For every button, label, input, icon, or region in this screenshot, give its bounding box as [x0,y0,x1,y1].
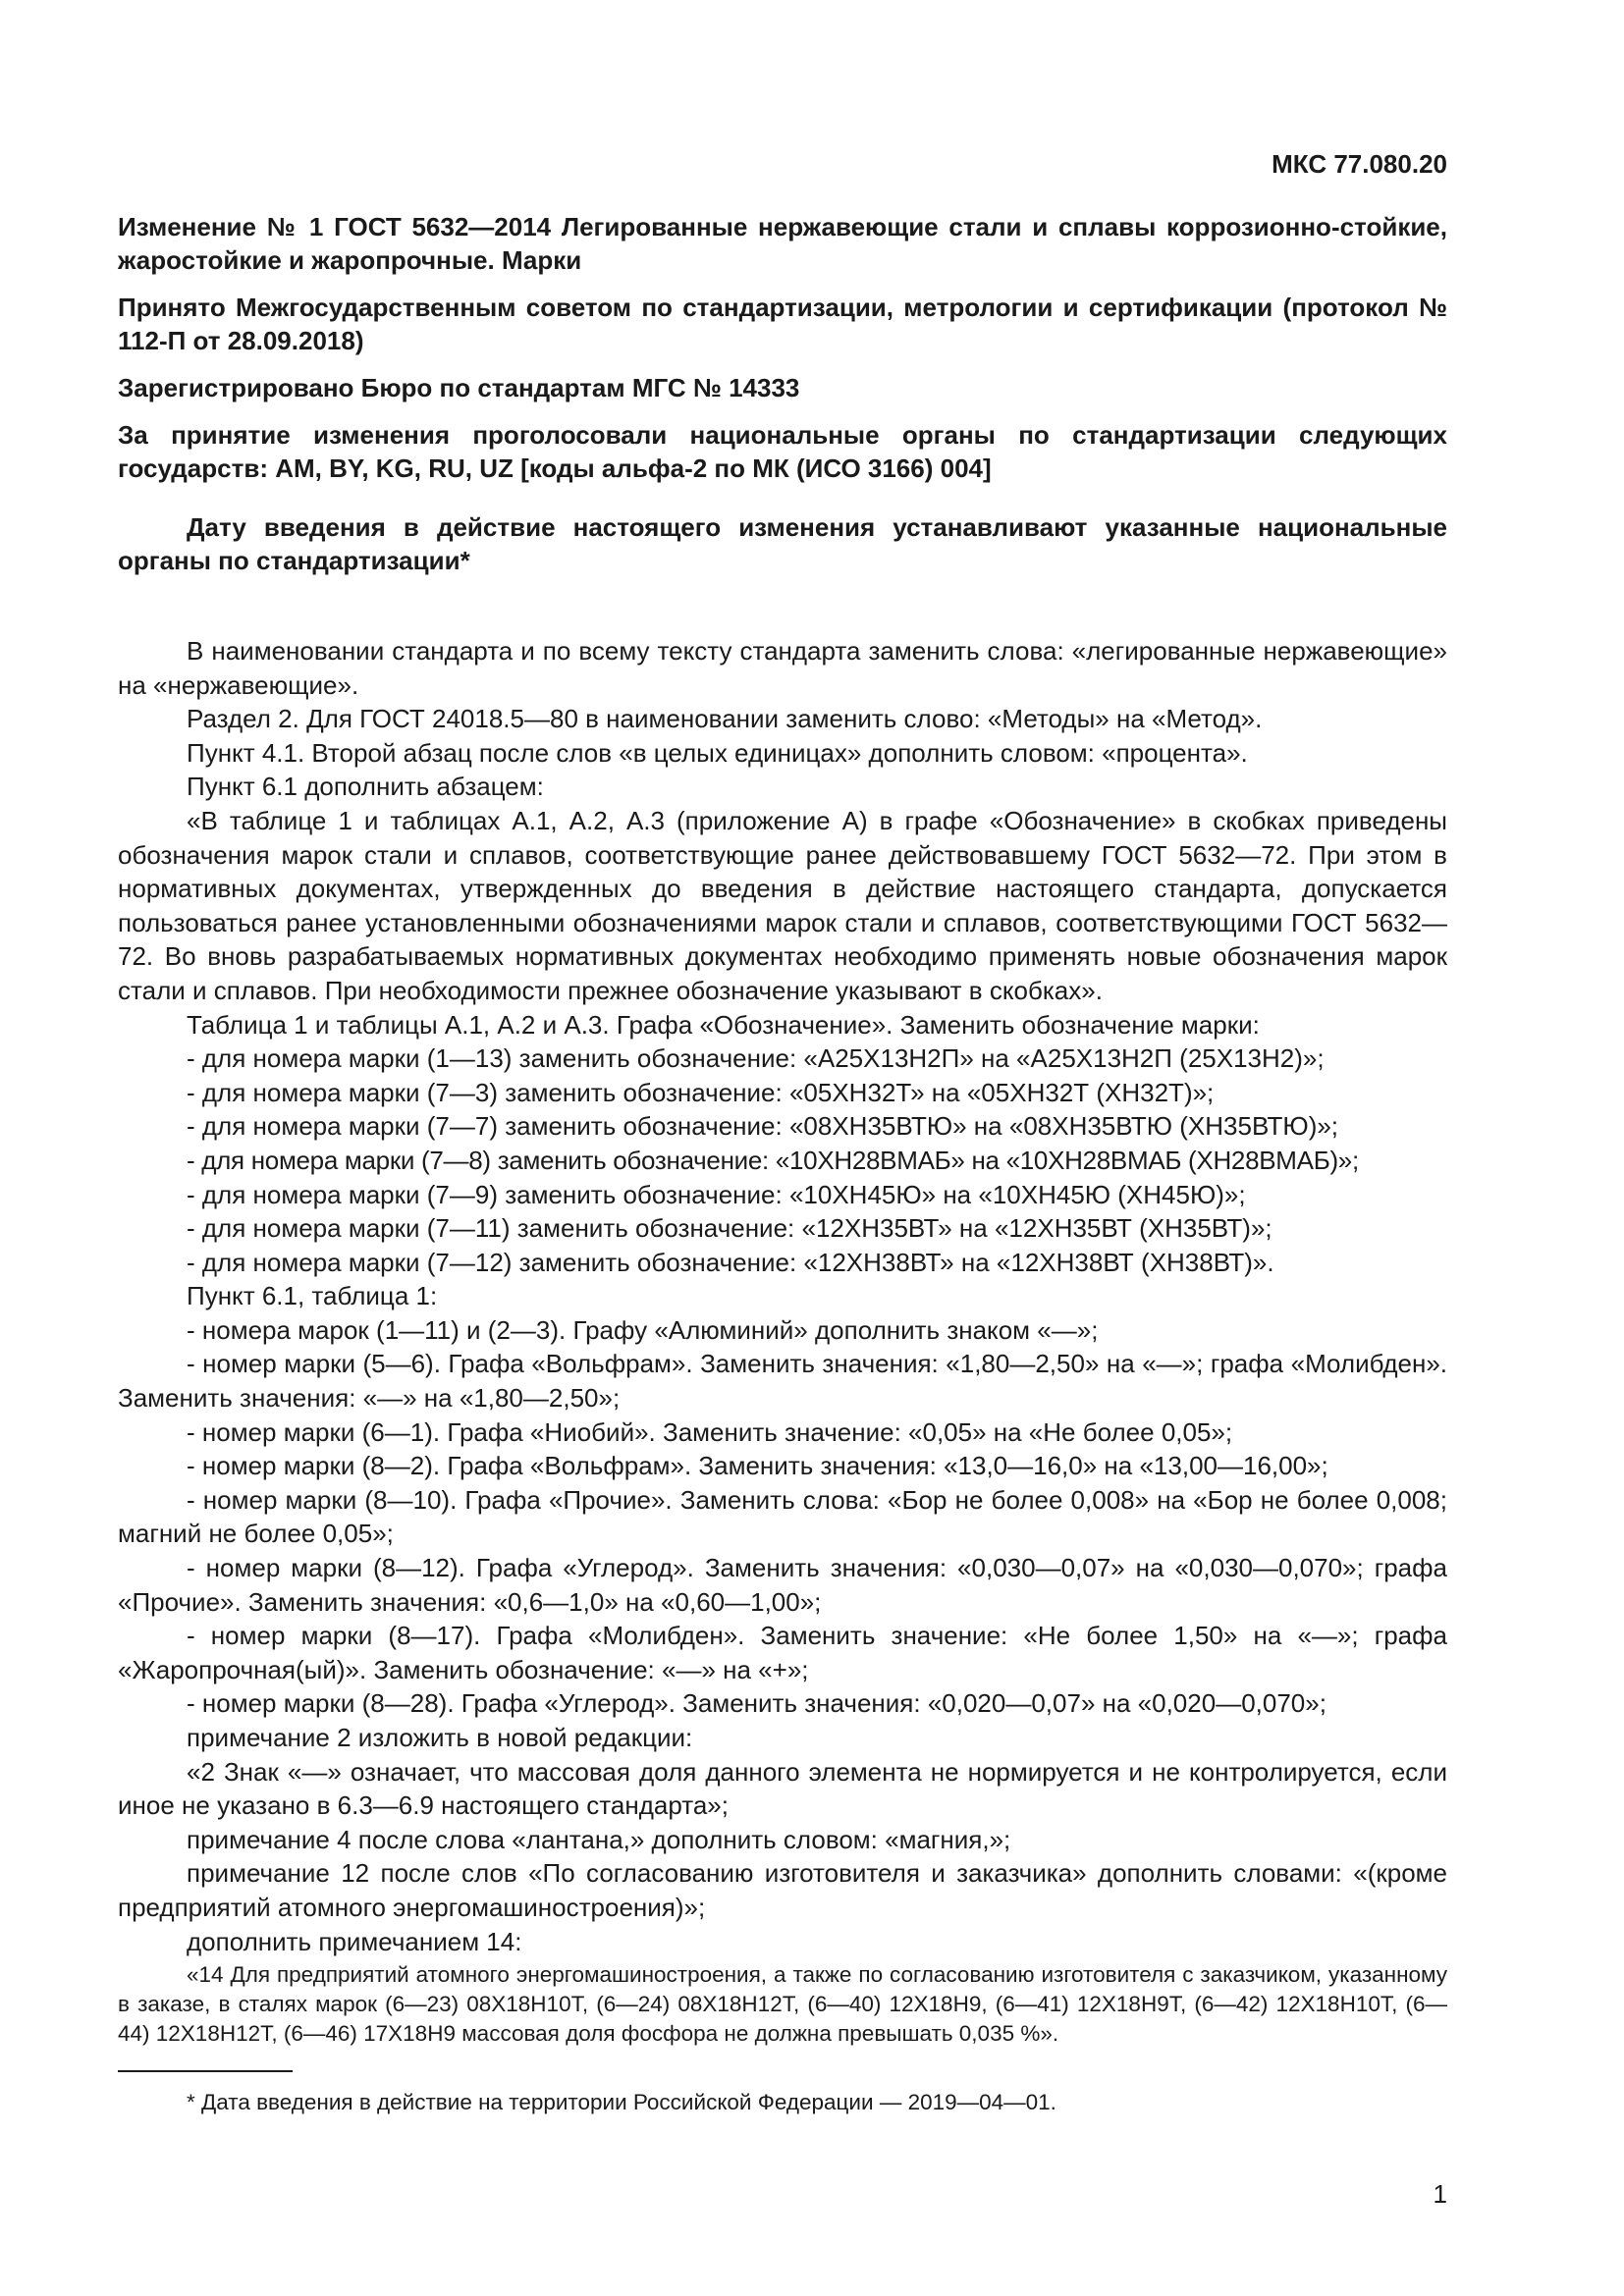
body-paragraph: Таблица 1 и таблицы А.1, А.2 и А.3. Графа «Обозначение». Заменить обозначение марки: [187,1009,1260,1040]
adopted-statement: Принято Межгосударственным советом по стандартизации, метрологии и сертификации (протокол № 112-П от 28.09.2018) [118,293,1447,355]
effective-date-statement: Дату введения в действие настоящего изменения устанавливают указанные национальные органы по стандартизации* [118,512,1447,575]
note-14-block [118,1960,1447,2049]
body-paragraph: дополнить примечанием 14: [187,1926,522,1956]
page-number: 1 [1433,2179,1447,2209]
body-paragraph: «В таблице 1 и таблицах А.1, А.2, А.3 (приложение А) в графе «Обозначение» в скобках приведены обозначения марок стали и сплавов, соответствующие ранее действовавшему ГОСТ 5632—72. При этом в нормативных документах, утвержденных до введения в действие настоящего стандарта, допускается пользоваться ранее установленными обозначениями марок стали и сплавов, соответствующими ГОСТ 5632—72. Во вновь разрабатываемых нормативных документах необходимо применять новые обозначения марок стали и сплавов. При необходимости прежнее обозначение указывают в скобках». [118,805,1447,1005]
body-paragraph: Раздел 2. Для ГОСТ 24018.5—80 в наименовании заменить слово: «Методы» на «Метод». [187,704,1263,734]
body-list-item: - номер марки (8—10). Графа «Прочие». Заменить слова: «Бор не более 0,008» на «Бор не более 0,008; магний не более 0,05»; [118,1484,1447,1549]
body-paragraph: Пункт 6.1 дополнить абзацем: [187,772,544,802]
footnote: * Дата введения в действие на территории Российской Федерации — 2019—04—01. [187,2090,1056,2115]
body-list-item: - номер марки (5—6). Графа «Вольфрам». Заменить значения: «1,80—2,50» на «—»; графа «Молибден». Заменить значения: «—» на «1,80—2,50»; [118,1349,1447,1414]
body-list-item: - номер марки (8—2). Графа «Вольфрам». Заменить значения: «13,0—16,0» на «13,00—16,00»; [187,1451,1328,1481]
voting-statement: За принятие изменения проголосовали национальные органы по стандартизации следующих государств: AM, BY, KG, RU, UZ [коды альфа-2 по МК (ИСО 3166) 004] [118,420,1447,483]
body-list-item: - для номера марки (7—7) заменить обозначение: «08ХН35ВТЮ» на «08ХН35ВТЮ (ХН35ВТЮ)»; [187,1111,1339,1142]
body-list-item: - для номера марки (7—9) заменить обозначение: «10ХН45Ю» на «10ХН45Ю (ХН45Ю)»; [187,1179,1246,1209]
mks-code: МКС 77.080.20 [1272,149,1447,179]
body-list-item: - для номера марки (7—11) заменить обозначение: «12ХН35ВТ» на «12ХН35ВТ (ХН35ВТ)»; [187,1213,1272,1244]
body-paragraph: примечание 12 после слов «По согласованию изготовителя и заказчика» дополнить словами: «(кроме предприятий атомного энергомашиностроения)»; [118,1858,1447,1922]
body-list-item: - для номера марки (7—3) заменить обозначение: «05ХН32Т» на «05ХН32Т (ХН32Т)»; [187,1077,1215,1107]
body-list-item: - номер марки (8—28). Графа «Углерод». Заменить значения: «0,020—0,07» на «0,020—0,070»; [187,1688,1326,1719]
body-list-item: - номера марок (1—11) и (2—3). Графу «Алюминий» дополнить знаком «—»; [187,1314,1099,1345]
body-list-item: - для номера марки (7—12) заменить обозначение: «12ХН38ВТ» на «12ХН38ВТ (ХН38ВТ)». [187,1247,1274,1277]
document-page [118,147,1447,2117]
registration-statement: Зарегистрировано Бюро по стандартам МГС № 14333 [118,373,800,402]
body-list-item: - для номера марки (1—13) заменить обозначение: «А25Х13Н2П» на «А25Х13Н2П (25Х13Н2)»; [187,1043,1325,1074]
amendment-body [118,634,1447,1958]
body-list-item: - номер марки (8—12). Графа «Углерод». Заменить значения: «0,030—0,07» на «0,030—0,070»; графа «Прочие». Заменить значения: «0,6—1,0» на «0,60—1,00»; [118,1553,1447,1617]
note-14-text: «14 Для предприятий атомного энергомашиностроения, а также по согласованию изготовителя с заказчиком, указанному в заказе, в сталях марок (6—23) 08Х18Н10Т, (6—24) 08Х18Н12Т, (6—40) 12Х18Н9, (6—41) 12Х18Н9Т, (6—42) 12Х18Н10Т, (6—44) 12Х18Н12Т, (6—46) 17Х18Н9 массовая доля фосфора не должна превышать 0,035 %». [118,1962,1447,2047]
body-list-item: - номер марки (8—17). Графа «Молибден». Заменить значение: «Не более 1,50» на «—»; графа «Жаропрочная(ый)». Заменить обозначение: «—» на «+»; [118,1621,1447,1684]
body-paragraph: В наименовании стандарта и по всему тексту стандарта заменить слова: «легированные нержавеющие» на «нержавеющие». [118,636,1447,700]
body-paragraph: примечание 4 после слова «лантана,» дополнить словом: «магния,»; [187,1824,1011,1854]
body-list-item: - номер марки (6—1). Графа «Ниобий». Заменить значение: «0,05» на «Не более 0,05»; [187,1416,1233,1447]
body-paragraph: «2 Знак «—» означает, что массовая доля данного элемента не нормируется и не контролируется, если иное не указано в 6.3—6.9 настоящего стандарта»; [118,1756,1447,1821]
footnote-divider [118,2070,293,2072]
body-paragraph: Пункт 6.1, таблица 1: [187,1281,438,1311]
body-paragraph: Пункт 4.1. Второй абзац после слов «в целых единицах» дополнить словом: «процента». [187,737,1248,768]
body-paragraph: примечание 2 изложить в новой редакции: [187,1723,693,1752]
amendment-title: Изменение № 1 ГОСТ 5632—2014 Легированные нержавеющие стали и сплавы коррозионно-стойкие, жаростойкие и жаропрочные. Марки [118,212,1447,275]
body-list-item: - для номера марки (7—8) заменить обозначение: «10ХН28ВМАБ» на «10ХН28ВМАБ (ХН28ВМАБ)»; [187,1145,1359,1175]
